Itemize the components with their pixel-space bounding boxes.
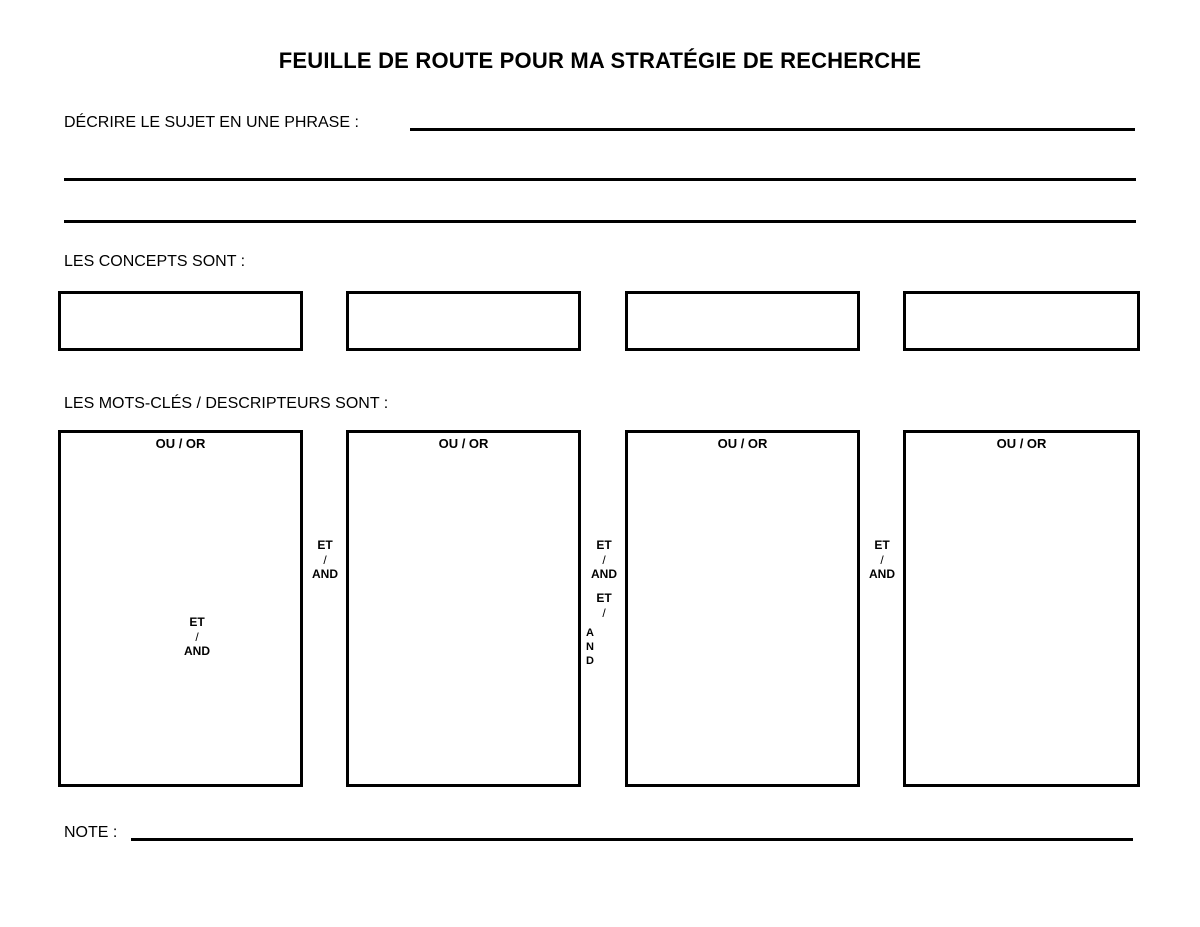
concepts-label: LES CONCEPTS SONT : — [64, 253, 246, 270]
subject-line-1[interactable] — [410, 128, 1135, 131]
slash-text: / — [323, 553, 327, 567]
slash-text: / — [602, 553, 606, 567]
keywords-label: LES MOTS-CLÉS / DESCRIPTEURS SONT : — [64, 395, 389, 412]
and-connector-2 — [583, 537, 625, 583]
slash-text: / — [602, 606, 606, 620]
and-connector-3 — [861, 537, 903, 583]
and-connector-inside — [177, 614, 217, 660]
letter-d: D — [586, 655, 594, 667]
concept-box-4[interactable] — [903, 291, 1140, 351]
page-title: FEUILLE DE ROUTE POUR MA STRATÉGIE DE RECHERCHE — [278, 48, 922, 73]
et-text: ET — [317, 538, 333, 552]
or-caption: OU / OR — [155, 436, 206, 451]
keyword-box-4[interactable] — [903, 430, 1140, 787]
and-text: AND — [184, 644, 210, 658]
keyword-box-3[interactable] — [625, 430, 860, 787]
concept-box-1[interactable] — [58, 291, 303, 351]
or-caption: OU / OR — [438, 436, 489, 451]
letter-a: A — [586, 627, 594, 639]
note-line[interactable] — [131, 838, 1133, 841]
keyword-box-2[interactable] — [346, 430, 581, 787]
subject-line-3[interactable] — [64, 220, 1136, 223]
slash-text: / — [880, 553, 884, 567]
subject-line-2[interactable] — [64, 178, 1136, 181]
or-caption: OU / OR — [717, 436, 768, 451]
letter-n: N — [586, 641, 594, 653]
and-text: AND — [312, 567, 338, 581]
et-text: ET — [874, 538, 890, 552]
et-text: ET — [596, 591, 612, 605]
concept-box-2[interactable] — [346, 291, 581, 351]
subject-label: DÉCRIRE LE SUJET EN UNE PHRASE : — [64, 114, 359, 131]
slash-text: / — [195, 630, 199, 644]
concept-box-3[interactable] — [625, 291, 860, 351]
or-caption: OU / OR — [996, 436, 1047, 451]
et-text: ET — [596, 538, 612, 552]
keyword-box-1[interactable] — [58, 430, 303, 787]
and-text: AND — [869, 567, 895, 581]
and-connector-2b — [583, 590, 625, 619]
and-text: AND — [591, 567, 617, 581]
et-text: ET — [189, 615, 205, 629]
note-label: NOTE : — [64, 824, 118, 841]
vertical-and-text — [585, 626, 595, 668]
and-connector-1 — [304, 537, 346, 583]
